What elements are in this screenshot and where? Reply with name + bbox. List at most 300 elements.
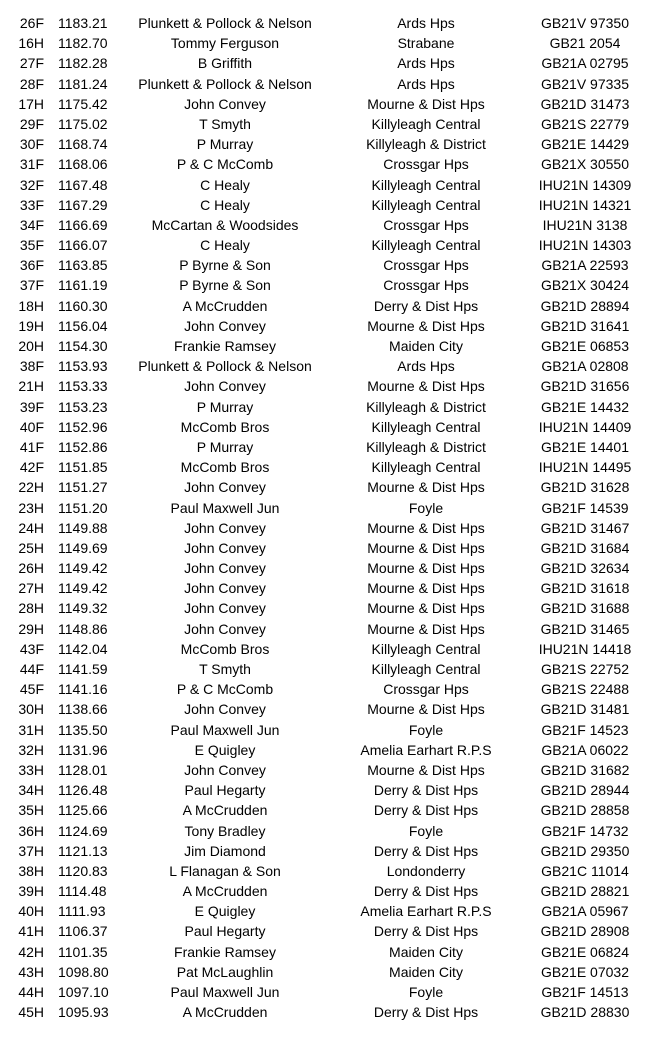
ring-number-cell: GB21D 31628	[540, 479, 630, 496]
position-cell: 43F	[19, 640, 44, 657]
velocity-cell: 1154.30	[58, 338, 108, 354]
club-cell: Ards Hps	[397, 15, 455, 31]
club-cell: Crossgar Hps	[383, 216, 469, 233]
position-cell: 26H	[18, 560, 44, 577]
ring-number-cell: GB21F 14732	[541, 822, 629, 839]
position-cell: 24H	[18, 519, 44, 536]
fancier-name-cell: McComb Bros	[180, 418, 270, 435]
fancier-name-cell: Plunkett & Pollock & Nelson	[138, 15, 312, 31]
fancier-name-cell: P Murray	[196, 136, 254, 153]
club-cell: Killyleagh Central	[371, 237, 481, 254]
club-cell: Foyle	[408, 984, 444, 1000]
ring-number-cell: GB21 2054	[549, 35, 621, 52]
velocity-cell: 1106.37	[58, 923, 108, 940]
result-row	[0, 699, 649, 719]
velocity-cell: 1175.42	[58, 95, 108, 112]
velocity-cell: 1161.19	[58, 277, 108, 294]
velocity-cell: 1166.07	[58, 237, 108, 254]
velocity-cell: 1149.42	[58, 560, 108, 577]
position-cell: 45H	[18, 1004, 44, 1021]
club-cell: Mourne & Dist Hps	[367, 317, 485, 334]
position-cell: 38F	[19, 358, 44, 375]
position-cell: 35F	[19, 237, 44, 254]
ring-number-cell: GB21D 29350	[540, 842, 630, 859]
club-cell: Londonderry	[386, 862, 466, 879]
position-cell: 30H	[18, 701, 44, 718]
ring-number-cell: IHU21N 14303	[538, 237, 632, 254]
fancier-name-cell: E Quigley	[194, 741, 256, 758]
position-cell: 25H	[18, 539, 44, 556]
fancier-name-cell: John Convey	[184, 479, 266, 496]
club-cell: Killyleagh Central	[371, 418, 481, 435]
velocity-cell: 1124.69	[58, 822, 108, 839]
club-cell: Strabane	[397, 35, 455, 52]
result-row	[0, 538, 649, 558]
result-row	[0, 397, 649, 417]
position-cell: 33F	[19, 196, 44, 213]
fancier-name-cell: A McCrudden	[182, 297, 268, 314]
fancier-name-cell: John Convey	[184, 317, 266, 334]
velocity-cell: 1149.69	[58, 539, 108, 556]
ring-number-cell: GB21D 31465	[540, 620, 630, 637]
fancier-name-cell: P & C McComb	[176, 156, 274, 173]
club-cell: Killyleagh Central	[371, 176, 481, 193]
velocity-cell: 1128.01	[58, 761, 108, 778]
ring-number-cell: GB21D 31682	[540, 761, 630, 778]
result-row	[0, 720, 649, 740]
position-cell: 44H	[18, 984, 44, 1000]
position-cell: 43H	[18, 963, 44, 980]
result-row	[0, 94, 649, 114]
fancier-name-cell: John Convey	[184, 378, 266, 395]
club-cell: Maiden City	[389, 963, 463, 980]
position-cell: 35H	[18, 802, 44, 819]
club-cell: Mourne & Dist Hps	[367, 620, 485, 637]
velocity-cell: 1098.80	[58, 963, 109, 980]
velocity-cell: 1126.48	[58, 782, 108, 799]
result-row	[0, 921, 649, 941]
fancier-name-cell: McComb Bros	[180, 640, 270, 657]
fancier-name-cell: McComb Bros	[180, 459, 270, 476]
velocity-cell: 1152.86	[58, 438, 108, 455]
club-cell: Mourne & Dist Hps	[367, 761, 485, 778]
position-cell: 26F	[19, 15, 44, 31]
club-cell: Ards Hps	[397, 358, 455, 375]
result-row	[0, 316, 649, 336]
club-cell: Mourne & Dist Hps	[367, 580, 485, 597]
fancier-name-cell: John Convey	[184, 519, 266, 536]
ring-number-cell: GB21E 14401	[541, 438, 629, 455]
position-cell: 45F	[19, 681, 44, 698]
result-row	[0, 417, 649, 437]
club-cell: Derry & Dist Hps	[373, 1004, 479, 1021]
position-cell: 44F	[19, 661, 44, 677]
result-row	[0, 1002, 649, 1022]
fancier-name-cell: Paul Maxwell Jun	[170, 984, 280, 1000]
club-cell: Crossgar Hps	[383, 681, 469, 698]
club-cell: Derry & Dist Hps	[373, 297, 479, 314]
velocity-cell: 1151.85	[58, 459, 108, 476]
club-cell: Derry & Dist Hps	[373, 782, 479, 799]
velocity-cell: 1153.33	[58, 378, 108, 395]
velocity-cell: 1149.42	[58, 580, 108, 597]
club-cell: Killyleagh & District	[366, 438, 486, 455]
position-cell: 27H	[18, 580, 44, 597]
fancier-name-cell: A McCrudden	[182, 883, 268, 900]
club-cell: Foyle	[408, 721, 444, 738]
fancier-name-cell: A McCrudden	[182, 802, 268, 819]
ring-number-cell: GB21D 31618	[540, 580, 630, 597]
results-list	[0, 13, 649, 1022]
fancier-name-cell: John Convey	[184, 560, 266, 577]
velocity-cell: 1153.93	[58, 358, 108, 375]
fancier-name-cell: Jim Diamond	[184, 842, 266, 859]
ring-number-cell: GB21V 97335	[541, 75, 629, 92]
result-row	[0, 457, 649, 477]
fancier-name-cell: P Byrne & Son	[179, 277, 271, 294]
fancier-name-cell: C Healy	[200, 196, 250, 213]
club-cell: Maiden City	[389, 943, 463, 960]
position-cell: 20H	[18, 338, 44, 354]
ring-number-cell: IHU21N 14309	[538, 176, 632, 193]
result-row	[0, 215, 649, 235]
position-cell: 27F	[19, 55, 44, 72]
fancier-name-cell: Frankie Ramsey	[174, 943, 276, 960]
result-row	[0, 33, 649, 53]
velocity-cell: 1168.74	[58, 136, 108, 153]
ring-number-cell: GB21D 28944	[540, 782, 630, 799]
club-cell: Amelia Earhart R.P.S	[360, 903, 492, 920]
ring-number-cell: GB21A 02795	[541, 55, 629, 72]
position-cell: 28F	[19, 75, 44, 92]
fancier-name-cell: Paul Hegarty	[184, 923, 266, 940]
result-row	[0, 659, 649, 679]
ring-number-cell: GB21E 14432	[541, 398, 629, 415]
position-cell: 41F	[19, 438, 44, 455]
result-row	[0, 74, 649, 94]
result-row	[0, 275, 649, 295]
position-cell: 38H	[18, 862, 44, 879]
velocity-cell: 1135.50	[58, 721, 108, 738]
ring-number-cell: GB21S 22779	[541, 115, 629, 132]
velocity-cell: 1149.88	[58, 519, 108, 536]
result-row	[0, 619, 649, 639]
result-row	[0, 53, 649, 73]
result-row	[0, 598, 649, 618]
velocity-cell: 1183.21	[58, 15, 108, 31]
club-cell: Mourne & Dist Hps	[367, 95, 485, 112]
ring-number-cell: GB21A 06022	[541, 741, 629, 758]
club-cell: Mourne & Dist Hps	[367, 539, 485, 556]
club-cell: Mourne & Dist Hps	[367, 560, 485, 577]
position-cell: 23H	[18, 499, 44, 516]
club-cell: Crossgar Hps	[383, 156, 469, 173]
position-cell: 31F	[19, 156, 44, 173]
fancier-name-cell: John Convey	[184, 620, 266, 637]
velocity-cell: 1121.13	[58, 842, 108, 859]
fancier-name-cell: T Smyth	[199, 661, 251, 677]
position-cell: 33H	[18, 761, 44, 778]
ring-number-cell: IHU21N 14495	[538, 459, 632, 476]
result-row	[0, 841, 649, 861]
position-cell: 40F	[19, 418, 44, 435]
result-row	[0, 821, 649, 841]
velocity-cell: 1182.28	[58, 55, 108, 72]
result-row	[0, 195, 649, 215]
velocity-cell: 1168.06	[58, 156, 108, 173]
club-cell: Derry & Dist Hps	[373, 802, 479, 819]
position-cell: 40H	[18, 903, 44, 920]
ring-number-cell: GB21F 14523	[541, 721, 629, 738]
fancier-name-cell: John Convey	[184, 539, 266, 556]
fancier-name-cell: John Convey	[184, 701, 266, 718]
ring-number-cell: GB21D 31684	[540, 539, 630, 556]
fancier-name-cell: C Healy	[200, 176, 250, 193]
club-cell: Ards Hps	[397, 55, 455, 72]
position-cell: 42F	[19, 459, 44, 476]
velocity-cell: 1151.27	[58, 479, 108, 496]
fancier-name-cell: C Healy	[200, 237, 250, 254]
velocity-cell: 1097.10	[58, 984, 109, 1000]
position-cell: 34F	[19, 216, 44, 233]
fancier-name-cell: John Convey	[184, 95, 266, 112]
result-row	[0, 376, 649, 396]
velocity-cell: 1167.48	[58, 176, 108, 193]
fancier-name-cell: E Quigley	[194, 903, 256, 920]
ring-number-cell: GB21A 22593	[541, 257, 629, 274]
club-cell: Amelia Earhart R.P.S	[360, 741, 492, 758]
ring-number-cell: GB21S 22488	[541, 681, 629, 698]
result-row	[0, 578, 649, 598]
position-cell: 30F	[19, 136, 44, 153]
position-cell: 41H	[18, 923, 44, 940]
fancier-name-cell: Paul Hegarty	[184, 782, 266, 799]
velocity-cell: 1111.93	[58, 903, 106, 920]
club-cell: Killyleagh Central	[371, 640, 481, 657]
result-row	[0, 154, 649, 174]
result-row	[0, 558, 649, 578]
velocity-cell: 1167.29	[58, 196, 108, 213]
club-cell: Crossgar Hps	[383, 257, 469, 274]
fancier-name-cell: Tommy Ferguson	[170, 35, 280, 52]
fancier-name-cell: L Flanagan & Son	[169, 862, 281, 879]
result-row	[0, 740, 649, 760]
club-cell: Foyle	[408, 822, 444, 839]
ring-number-cell: GB21X 30424	[541, 277, 629, 294]
ring-number-cell: GB21D 31641	[540, 317, 630, 334]
ring-number-cell: GB21V 97350	[541, 15, 629, 31]
result-row	[0, 861, 649, 881]
fancier-name-cell: John Convey	[184, 761, 266, 778]
result-row	[0, 498, 649, 518]
result-row	[0, 356, 649, 376]
position-cell: 16H	[18, 35, 44, 52]
result-row	[0, 518, 649, 538]
velocity-cell: 1156.04	[58, 317, 108, 334]
result-row	[0, 800, 649, 820]
position-cell: 29H	[18, 620, 44, 637]
fancier-name-cell: Tony Bradley	[184, 822, 266, 839]
club-cell: Maiden City	[389, 338, 463, 354]
fancier-name-cell: McCartan & Woodsides	[151, 216, 299, 233]
club-cell: Mourne & Dist Hps	[367, 701, 485, 718]
fancier-name-cell: T Smyth	[199, 115, 251, 132]
ring-number-cell: GB21D 28830	[540, 1004, 630, 1021]
ring-number-cell: GB21D 31688	[540, 600, 630, 617]
result-row	[0, 679, 649, 699]
ring-number-cell: IHU21N 3138	[542, 216, 628, 233]
ring-number-cell: IHU21N 14409	[538, 418, 632, 435]
ring-number-cell: GB21C 11014	[541, 862, 629, 879]
position-cell: 39H	[18, 883, 44, 900]
club-cell: Killyleagh Central	[371, 661, 481, 677]
position-cell: 21H	[18, 378, 44, 395]
ring-number-cell: GB21D 28908	[540, 923, 630, 940]
ring-number-cell: GB21E 06824	[541, 943, 629, 960]
club-cell: Foyle	[408, 499, 444, 516]
ring-number-cell: GB21D 28821	[540, 883, 630, 900]
result-row	[0, 881, 649, 901]
result-row	[0, 296, 649, 316]
club-cell: Killyleagh Central	[371, 459, 481, 476]
result-row	[0, 477, 649, 497]
velocity-cell: 1131.96	[58, 741, 108, 758]
result-row	[0, 962, 649, 982]
velocity-cell: 1149.32	[58, 600, 108, 617]
ring-number-cell: IHU21N 14418	[538, 640, 632, 657]
club-cell: Mourne & Dist Hps	[367, 600, 485, 617]
ring-number-cell: GB21D 32634	[540, 560, 630, 577]
ring-number-cell: GB21F 14539	[541, 499, 629, 516]
ring-number-cell: GB21E 07032	[541, 963, 629, 980]
club-cell: Crossgar Hps	[383, 277, 469, 294]
velocity-cell: 1141.59	[58, 661, 108, 677]
fancier-name-cell: P & C McComb	[176, 681, 274, 698]
position-cell: 32H	[18, 741, 44, 758]
ring-number-cell: GB21D 31473	[540, 95, 630, 112]
fancier-name-cell: P Byrne & Son	[179, 257, 271, 274]
velocity-cell: 1181.24	[58, 75, 108, 92]
fancier-name-cell: B Griffith	[197, 55, 253, 72]
velocity-cell: 1142.04	[58, 640, 108, 657]
ring-number-cell: GB21A 05967	[541, 903, 629, 920]
ring-number-cell: IHU21N 14321	[538, 196, 632, 213]
position-cell: 28H	[18, 600, 44, 617]
ring-number-cell: GB21F 14513	[541, 984, 629, 1000]
velocity-cell: 1141.16	[58, 681, 108, 698]
club-cell: Killyleagh & District	[366, 398, 486, 415]
position-cell: 37F	[19, 277, 44, 294]
ring-number-cell: GB21D 31467	[540, 519, 630, 536]
ring-number-cell: GB21X 30550	[541, 156, 629, 173]
club-cell: Killyleagh Central	[371, 196, 481, 213]
position-cell: 17H	[18, 95, 44, 112]
fancier-name-cell: Plunkett & Pollock & Nelson	[138, 358, 312, 375]
velocity-cell: 1101.35	[58, 943, 108, 960]
position-cell: 37H	[18, 842, 44, 859]
club-cell: Killyleagh Central	[371, 115, 481, 132]
club-cell: Mourne & Dist Hps	[367, 479, 485, 496]
position-cell: 18H	[18, 297, 44, 314]
fancier-name-cell: Frankie Ramsey	[174, 338, 276, 354]
fancier-name-cell: P Murray	[196, 438, 254, 455]
position-cell: 39F	[19, 398, 44, 415]
result-row	[0, 437, 649, 457]
ring-number-cell: GB21E 14429	[541, 136, 629, 153]
velocity-cell: 1151.20	[58, 499, 108, 516]
club-cell: Mourne & Dist Hps	[367, 519, 485, 536]
position-cell: 31H	[18, 721, 44, 738]
ring-number-cell: GB21S 22752	[541, 661, 629, 677]
position-cell: 36F	[19, 257, 44, 274]
result-row	[0, 780, 649, 800]
ring-number-cell: GB21E 06853	[541, 338, 629, 354]
club-cell: Derry & Dist Hps	[373, 883, 479, 900]
club-cell: Derry & Dist Hps	[373, 842, 479, 859]
ring-number-cell: GB21D 28858	[540, 802, 630, 819]
result-row	[0, 639, 649, 659]
ring-number-cell: GB21D 28894	[540, 297, 630, 314]
position-cell: 19H	[18, 317, 44, 334]
fancier-name-cell: Plunkett & Pollock & Nelson	[138, 75, 312, 92]
velocity-cell: 1153.23	[58, 398, 108, 415]
club-cell: Ards Hps	[397, 75, 455, 92]
position-cell: 36H	[18, 822, 44, 839]
fancier-name-cell: P Murray	[196, 398, 254, 415]
fancier-name-cell: John Convey	[184, 580, 266, 597]
velocity-cell: 1152.96	[58, 418, 108, 435]
result-row	[0, 235, 649, 255]
velocity-cell: 1175.02	[58, 115, 108, 132]
velocity-cell: 1166.69	[58, 216, 108, 233]
velocity-cell: 1163.85	[58, 257, 108, 274]
velocity-cell: 1182.70	[58, 35, 108, 52]
fancier-name-cell: A McCrudden	[182, 1004, 268, 1021]
fancier-name-cell: Paul Maxwell Jun	[170, 499, 280, 516]
result-row	[0, 982, 649, 1002]
result-row	[0, 175, 649, 195]
velocity-cell: 1160.30	[58, 297, 108, 314]
velocity-cell: 1125.66	[58, 802, 108, 819]
club-cell: Derry & Dist Hps	[373, 923, 479, 940]
position-cell: 34H	[18, 782, 44, 799]
velocity-cell: 1114.48	[58, 883, 107, 900]
fancier-name-cell: Paul Maxwell Jun	[170, 721, 280, 738]
fancier-name-cell: John Convey	[184, 600, 266, 617]
club-cell: Killyleagh & District	[366, 136, 486, 153]
velocity-cell: 1148.86	[58, 620, 108, 637]
ring-number-cell: GB21D 31656	[540, 378, 630, 395]
velocity-cell: 1138.66	[58, 701, 108, 718]
ring-number-cell: GB21A 02808	[541, 358, 629, 375]
result-row	[0, 901, 649, 921]
result-row	[0, 114, 649, 134]
fancier-name-cell: Pat McLaughlin	[176, 963, 274, 980]
velocity-cell: 1095.93	[58, 1004, 109, 1021]
result-row	[0, 134, 649, 154]
velocity-cell: 1120.83	[58, 862, 108, 879]
position-cell: 22H	[18, 479, 44, 496]
result-row	[0, 942, 649, 962]
club-cell: Mourne & Dist Hps	[367, 378, 485, 395]
result-row	[0, 13, 649, 33]
position-cell: 29F	[19, 115, 44, 132]
result-row	[0, 760, 649, 780]
result-row	[0, 255, 649, 275]
result-row	[0, 336, 649, 356]
ring-number-cell: GB21D 31481	[540, 701, 630, 718]
position-cell: 42H	[18, 943, 44, 960]
